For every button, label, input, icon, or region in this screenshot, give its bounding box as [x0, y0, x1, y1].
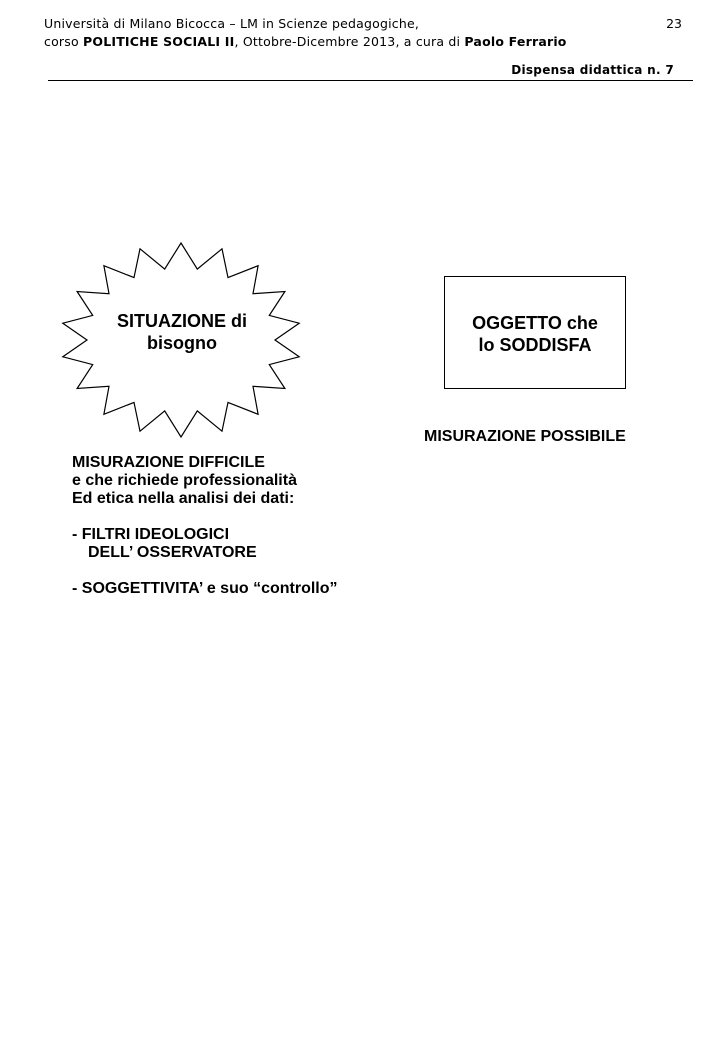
oggetto-label-line1: OGGETTO che	[472, 313, 598, 333]
spacer	[72, 562, 338, 580]
starburst-label-line1: SITUAZIONE di	[117, 311, 247, 331]
header-course-line	[44, 34, 567, 50]
oggetto-box	[444, 276, 626, 389]
header-institution-line	[44, 16, 419, 32]
header-divider	[48, 80, 693, 81]
oggetto-label	[445, 312, 625, 356]
difficile-line2: e che richiede professionalità	[72, 472, 297, 489]
starburst-label	[90, 310, 274, 354]
difficile-line1: MISURAZIONE DIFFICILE	[72, 454, 265, 471]
spacer	[72, 508, 338, 526]
header-course-dates: , Ottobre-Dicembre 2013, a cura di	[234, 34, 465, 49]
page-number: 23	[666, 16, 682, 31]
bullet-soggettivita: - SOGGETTIVITA’ e suo “controllo”	[72, 580, 338, 597]
dispensa-label: Dispensa didattica n. 7	[511, 63, 674, 77]
bullet-filtri-cont: DELL’ OSSERVATORE	[88, 544, 257, 561]
misurazione-possibile: MISURAZIONE POSSIBILE	[424, 428, 626, 445]
difficile-line3: Ed etica nella analisi dei dati:	[72, 490, 295, 507]
oggetto-label-line2: lo SODDISFA	[478, 335, 592, 355]
header-course-prefix: corso	[44, 34, 83, 49]
header-institution: Università di Milano Bicocca – LM in Scienze pedagogiche,	[44, 16, 420, 31]
starburst-label-line2: bisogno	[147, 333, 217, 353]
bullet-filtri: - FILTRI IDEOLOGICI	[72, 526, 230, 543]
misurazione-difficile-block	[72, 454, 338, 598]
header-course-name: POLITICHE SOCIALI II	[83, 34, 235, 49]
header-author: Paolo Ferrario	[464, 34, 567, 49]
